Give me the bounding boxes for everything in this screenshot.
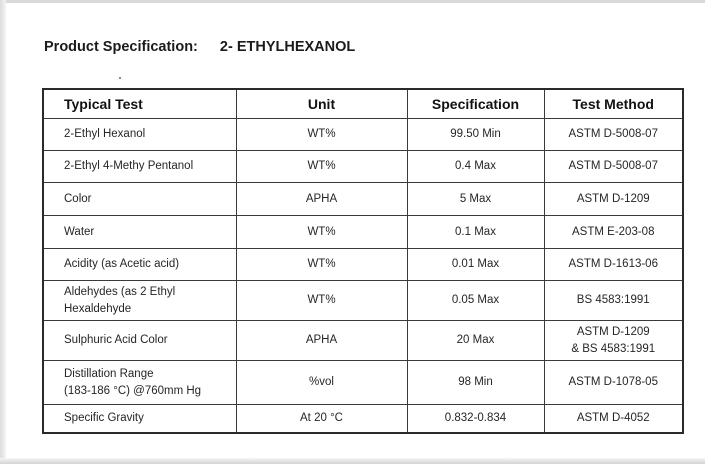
cell-unit: WT% (236, 151, 407, 183)
table-row (43, 281, 683, 321)
cell-specification: 0.4 Max (407, 151, 544, 183)
cell-test: 2-Ethyl 4-Methy Pentanol (43, 151, 236, 183)
cell-test: Acidity (as Acetic acid) (43, 249, 236, 281)
cell-method: ASTM E-203-08 (544, 216, 683, 249)
header-typical-test: Typical Test (43, 89, 236, 119)
cell-unit: At 20 °C (236, 405, 407, 433)
cell-specification: 0.01 Max (407, 249, 544, 281)
cell-method: ASTM D-5008-07 (544, 119, 683, 151)
header-specification: Specification (407, 89, 544, 119)
cell-unit: APHA (236, 183, 407, 216)
table-row (43, 183, 683, 216)
table-row (43, 151, 683, 183)
cell-unit: WT% (236, 119, 407, 151)
table-row (43, 216, 683, 249)
document-heading (44, 39, 355, 55)
cell-method: ASTM D-1209 & BS 4583:1991 (544, 321, 683, 361)
header-unit: Unit (236, 89, 407, 119)
table-row (43, 249, 683, 281)
table-row (43, 119, 683, 151)
cell-method: ASTM D-5008-07 (544, 151, 683, 183)
cell-test: Specific Gravity (43, 405, 236, 433)
cell-specification: 5 Max (407, 183, 544, 216)
cell-specification: 99.50 Min (407, 119, 544, 151)
left-edge-shadow (0, 0, 6, 464)
cell-unit: WT% (236, 281, 407, 321)
cell-method: ASTM D-1078-05 (544, 361, 683, 405)
cell-test: Water (43, 216, 236, 249)
cell-test: 2-Ethyl Hexanol (43, 119, 236, 151)
cell-test: Sulphuric Acid Color (43, 321, 236, 361)
cell-unit: WT% (236, 249, 407, 281)
cell-specification: 0.832-0.834 (407, 405, 544, 433)
cell-specification: 20 Max (407, 321, 544, 361)
cell-specification: 98 Min (407, 361, 544, 405)
top-edge-shadow (0, 0, 705, 3)
cell-test: Color (43, 183, 236, 216)
heading-label: Product Specification: (44, 39, 198, 55)
table-row (43, 321, 683, 361)
cell-method: ASTM D-4052 (544, 405, 683, 433)
product-name: 2- ETHYLHEXANOL (219, 39, 356, 55)
cell-unit: WT% (236, 216, 407, 249)
cell-method: ASTM D-1209 (544, 183, 683, 216)
header-test-method: Test Method (544, 89, 683, 119)
table-row (43, 361, 683, 405)
specification-table (42, 88, 684, 434)
bottom-edge-shadow (0, 458, 705, 464)
table-row (43, 405, 683, 433)
cell-test: Aldehydes (as 2 Ethyl Hexaldehyde (43, 281, 236, 321)
stray-mark (119, 77, 121, 79)
cell-unit: %vol (236, 361, 407, 405)
cell-unit: APHA (236, 321, 407, 361)
cell-specification: 0.1 Max (407, 216, 544, 249)
cell-test: Distillation Range (183-186 °C) @760mm Hg (43, 361, 236, 405)
cell-method: ASTM D-1613-06 (544, 249, 683, 281)
table-header-row (43, 89, 683, 119)
cell-specification: 0.05 Max (407, 281, 544, 321)
cell-method: BS 4583:1991 (544, 281, 683, 321)
